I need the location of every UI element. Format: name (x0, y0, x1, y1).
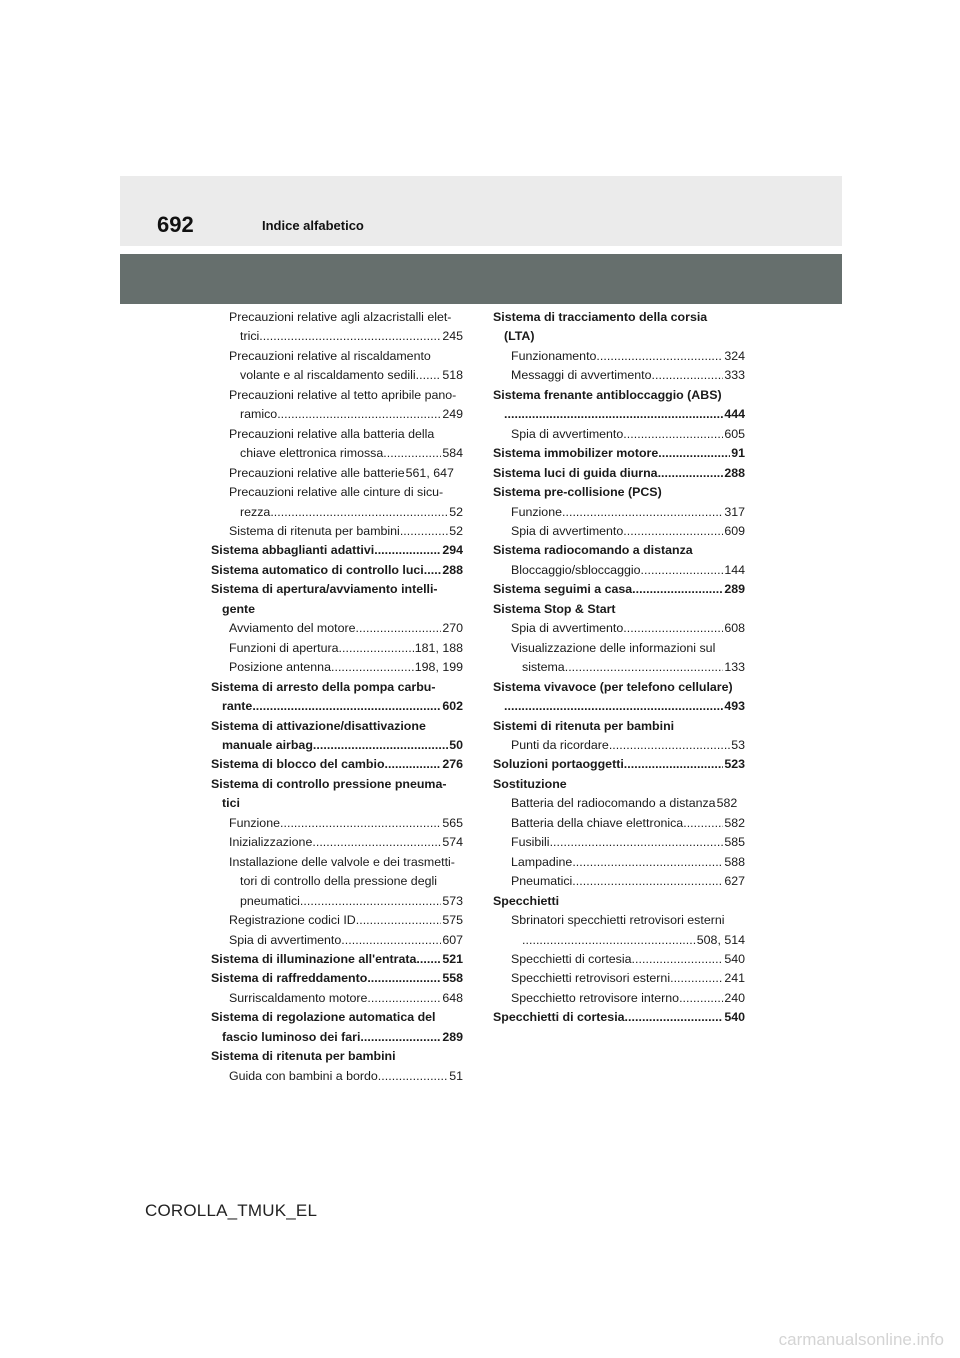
index-subentry (493, 347, 745, 366)
entry-text: Sistema di ritenuta per bambini (229, 523, 400, 538)
entry-text: Precauzioni relative alle batterie (229, 465, 405, 480)
entry-text: trici (240, 329, 260, 344)
entry-leader-row (229, 522, 463, 541)
page-reference: 585 (724, 835, 745, 850)
index-subentry (211, 931, 463, 950)
leader-dots (572, 853, 723, 872)
leader-dots (632, 950, 724, 969)
index-column-left (211, 308, 463, 1086)
index-subentry (211, 464, 463, 483)
entry-text-line: Precauzioni relative alle cinture di sicu- (229, 485, 444, 500)
page-reference: 558 (442, 971, 463, 986)
entry-text: Funzione (511, 504, 562, 519)
page-reference: 540 (724, 951, 745, 966)
leader-dots (572, 872, 723, 891)
entry-leader-row (211, 1028, 463, 1047)
entry-text-line: (LTA) (504, 329, 535, 344)
entry-leader-row (229, 1067, 463, 1086)
page-reference: 627 (724, 874, 745, 889)
index-entry (211, 678, 463, 717)
entry-leader-row (493, 697, 745, 716)
document-code: COROLLA_TMUK_EL (145, 1201, 318, 1220)
index-entry (493, 444, 745, 463)
entry-text: Sistema seguimi a casa (493, 582, 633, 597)
entry-text: chiave elettronica rimossa (240, 446, 384, 461)
entry-leader-row (511, 989, 745, 1008)
index-subentry (493, 833, 745, 852)
entry-leader-row (229, 833, 463, 852)
page-reference: 241 (724, 971, 745, 986)
entry-text-line: Sistema radiocomando a distanza (493, 543, 693, 558)
leader-dots (504, 405, 723, 424)
leader-dots (658, 464, 724, 483)
entry-leader-row (511, 736, 745, 755)
entry-text: Spia di avvertimento (511, 426, 624, 441)
entry-text: fascio luminoso dei fari (222, 1029, 361, 1044)
entry-leader-row (211, 969, 463, 988)
page-reference: 133 (724, 660, 745, 675)
page-reference: 523 (724, 757, 745, 772)
index-subentry (493, 503, 745, 522)
leader-dots (300, 892, 441, 911)
page-reference: 198, 199 (414, 660, 463, 675)
entry-leader-row (511, 522, 745, 541)
page-reference: 91 (731, 446, 745, 461)
entry-leader-row (211, 541, 463, 560)
entry-text-line: Sistema di attivazione/disattivazione (211, 718, 426, 733)
leader-dots (641, 561, 724, 580)
leader-dots (623, 522, 723, 541)
entry-text-line: Sistema di controllo pressione pneuma- (211, 776, 447, 791)
entry-leader-row (511, 794, 745, 813)
index-subentry (493, 366, 745, 385)
entry-text: Sistema luci di guida diurna (493, 465, 658, 480)
page-reference: 249 (442, 407, 463, 422)
leader-dots (679, 989, 723, 1008)
entry-text: volante e al riscaldamento sedili (240, 368, 416, 383)
leader-dots (652, 366, 724, 385)
entry-text: sistema (522, 660, 565, 675)
page-reference: 276 (442, 757, 463, 772)
page-reference: 508, 514 (696, 932, 745, 947)
page-reference: 582 (716, 796, 738, 811)
entry-leader-row (229, 405, 463, 424)
leader-dots (331, 658, 414, 677)
index-subentry (493, 853, 745, 872)
entry-text: Registrazione codici ID (229, 913, 356, 928)
leader-dots (252, 697, 441, 716)
page-reference: 561, 647 (405, 465, 454, 480)
page-reference: 288 (724, 465, 745, 480)
page-reference: 582 (724, 815, 745, 830)
entry-leader-row (511, 833, 745, 852)
leader-dots (277, 405, 441, 424)
page-reference: 602 (442, 699, 463, 714)
index-entry (211, 775, 463, 814)
page-number: 692 (157, 212, 194, 237)
entry-text: Sistema di raffreddamento (211, 971, 368, 986)
leader-dots (312, 833, 441, 852)
index-entry (493, 755, 745, 774)
entry-leader-row (229, 639, 463, 658)
entry-text: rante (222, 699, 253, 714)
index-entry (493, 386, 745, 425)
entry-text-line: Sistema di arresto della pompa carbu- (211, 679, 436, 694)
page-reference: 181, 188 (414, 640, 463, 655)
entry-text: pneumatici (240, 893, 300, 908)
entry-text-line: Precauzioni relative alla batteria della (229, 426, 435, 441)
index-entry (211, 1008, 463, 1047)
entry-leader-row (511, 347, 745, 366)
entry-leader-row (493, 464, 745, 483)
index-entry (493, 464, 745, 483)
entry-leader-row (493, 1008, 745, 1027)
entry-text-line: Sistema vivavoce (per telefono cellulare) (493, 679, 733, 694)
entry-text: Funzione (229, 815, 280, 830)
leader-dots (367, 989, 441, 1008)
index-subentry (493, 872, 745, 891)
entry-text: Surriscaldamento motore (229, 990, 368, 1005)
index-subentry (493, 561, 745, 580)
entry-text: Fusibili (511, 835, 550, 850)
page-reference: 294 (442, 543, 463, 558)
entry-leader-row (229, 444, 463, 463)
leader-dots (624, 755, 724, 774)
index-entry (493, 1008, 745, 1027)
header-band (120, 176, 842, 246)
index-subentry (493, 619, 745, 638)
page-reference: 324 (724, 348, 745, 363)
entry-leader-row (211, 561, 463, 580)
index-entry (493, 600, 745, 619)
entry-text-line: tici (222, 796, 240, 811)
entry-leader-row (229, 989, 463, 1008)
page-reference: 518 (442, 368, 463, 383)
entry-text: Pneumatici (511, 874, 573, 889)
leader-dots (683, 814, 723, 833)
leader-dots (341, 931, 441, 950)
index-entry (211, 717, 463, 756)
leader-dots (596, 347, 723, 366)
page-reference: 317 (724, 504, 745, 519)
index-subentry (211, 347, 463, 386)
index-entry (211, 1047, 463, 1066)
index-entry (211, 950, 463, 969)
entry-text: Specchietti retrovisori esterni (511, 971, 671, 986)
entry-text-line: Precauzioni relative al riscaldamento (229, 348, 431, 363)
entry-text: Sistema immobilizer motore (493, 446, 659, 461)
leader-dots (562, 503, 723, 522)
index-entry (211, 541, 463, 560)
entry-leader-row (229, 814, 463, 833)
leader-dots (356, 619, 442, 638)
entry-leader-row (511, 366, 745, 385)
leader-dots (416, 950, 441, 969)
index-subentry (211, 386, 463, 425)
page-reference: 607 (442, 932, 463, 947)
index-subentry (211, 853, 463, 911)
index-entry (493, 717, 745, 736)
index-subentry (493, 736, 745, 755)
entry-leader-row (493, 755, 745, 774)
page-reference: 52 (449, 523, 463, 538)
index-subentry (493, 950, 745, 969)
page-reference: 588 (724, 854, 745, 869)
watermark: carmanualsonline.info (778, 1330, 944, 1349)
entry-text: Specchietto retrovisore interno (511, 990, 680, 1005)
page-reference: 493 (724, 699, 745, 714)
entry-leader-row (229, 931, 463, 950)
page-reference: 333 (724, 368, 745, 383)
entry-text-line: Installazione delle valvole e dei trasmetti- (229, 854, 455, 869)
entry-text: Sistema abbaglianti adattivi (211, 543, 375, 558)
page-reference: 540 (724, 1010, 745, 1025)
index-entry (493, 775, 745, 794)
index-subentry (493, 989, 745, 1008)
page-reference: 50 (449, 737, 463, 752)
entry-leader-row (211, 736, 463, 755)
entry-text-line: Sostituzione (493, 776, 567, 791)
entry-text-line: Sistema pre-collisione (PCS) (493, 485, 662, 500)
page-reference: 288 (442, 562, 463, 577)
entry-leader-row (511, 425, 745, 444)
entry-leader-row (229, 327, 463, 346)
leader-dots (670, 969, 723, 988)
index-entry (493, 892, 745, 911)
index-subentry (211, 1067, 463, 1086)
entry-leader-row (211, 697, 463, 716)
page-reference: 605 (724, 426, 745, 441)
entry-text: Batteria del radiocomando a distanza (511, 796, 716, 811)
entry-text-line: gente (222, 601, 256, 616)
index-subentry (211, 425, 463, 464)
index-subentry (493, 425, 745, 444)
index-entry (211, 755, 463, 774)
index-subentry (493, 522, 745, 541)
entry-leader-row (229, 911, 463, 930)
leader-dots (565, 658, 724, 677)
entry-leader-row (511, 969, 745, 988)
page-reference: 573 (442, 893, 463, 908)
index-entry (211, 580, 463, 619)
page-reference: 289 (442, 1029, 463, 1044)
page-reference: 574 (442, 835, 463, 850)
page-reference: 608 (724, 621, 745, 636)
entry-text-line: Sistema di apertura/avviamento intelli- (211, 582, 438, 597)
leader-dots (313, 736, 448, 755)
leader-dots (383, 444, 441, 463)
page-reference: 609 (724, 523, 745, 538)
entry-text: Punti da ricordare (511, 737, 609, 752)
page-reference: 245 (442, 329, 463, 344)
index-subentry (211, 308, 463, 347)
entry-text: manuale airbag (222, 737, 313, 752)
entry-leader-row (229, 366, 463, 385)
entry-text: Inizializzazione (229, 835, 313, 850)
page-reference: 52 (449, 504, 463, 519)
index-entry (493, 483, 745, 502)
index-subentry (211, 483, 463, 522)
index-subentry (211, 911, 463, 930)
entry-text: ramico (240, 407, 278, 422)
leader-dots (374, 541, 441, 560)
leader-dots (339, 639, 414, 658)
entry-text: Sistema di blocco del cambio (211, 757, 385, 772)
leader-dots (623, 619, 723, 638)
entry-text: Spia di avvertimento (229, 932, 342, 947)
entry-text-line: Sistema frenante antibloccaggio (ABS) (493, 387, 722, 402)
index-entry (211, 969, 463, 988)
leader-dots (609, 736, 730, 755)
entry-text: Soluzioni portaoggetti (493, 757, 624, 772)
entry-text-line: Sbrinatori specchietti retrovisori esterni (511, 913, 725, 928)
leader-dots (522, 931, 696, 950)
entry-leader-row (229, 619, 463, 638)
entry-text: Lampadine (511, 854, 573, 869)
leader-dots (658, 444, 730, 463)
section-title: Indice alfabetico (262, 218, 364, 233)
entry-text: Posizione antenna (229, 660, 331, 675)
page-reference: 144 (724, 562, 745, 577)
entry-text: Avviamento del motore (229, 621, 356, 636)
page-reference: 648 (442, 990, 463, 1005)
entry-leader-row (493, 580, 745, 599)
leader-dots (550, 833, 724, 852)
entry-text: Funzionamento (511, 348, 597, 363)
entry-text-line: tori di controllo della pressione degli (240, 874, 437, 889)
leader-dots (632, 580, 723, 599)
index-entry (493, 308, 745, 347)
leader-dots (400, 522, 448, 541)
index-subentry (493, 911, 745, 950)
entry-leader-row (493, 444, 745, 463)
entry-leader-row (511, 931, 745, 950)
entry-leader-row (511, 950, 745, 969)
page-reference: 289 (724, 582, 745, 597)
leader-dots (385, 755, 442, 774)
entry-leader-row (511, 561, 745, 580)
page-reference: 270 (442, 621, 463, 636)
leader-dots (504, 697, 723, 716)
entry-text: Spia di avvertimento (511, 523, 624, 538)
index-subentry (211, 814, 463, 833)
entry-text-line: Sistema di ritenuta per bambini (211, 1049, 396, 1064)
header-dark-band (120, 254, 842, 304)
entry-text: Bloccaggio/sbloccaggio (511, 562, 641, 577)
index-entry (493, 580, 745, 599)
index-column-right (493, 308, 745, 1028)
index-entry (211, 561, 463, 580)
entry-leader-row (229, 464, 463, 483)
page-reference: 240 (724, 990, 745, 1005)
index-subentry (211, 989, 463, 1008)
leader-dots (270, 503, 448, 522)
entry-text-line: Visualizzazione delle informazioni sul (511, 640, 716, 655)
entry-text: Specchietti di cortesia (493, 1010, 625, 1025)
page-reference: 575 (442, 913, 463, 928)
entry-text-line: Specchietti (493, 893, 560, 908)
leader-dots (367, 969, 441, 988)
entry-text: Funzioni di apertura (229, 640, 339, 655)
entry-text: Guida con bambini a bordo (229, 1068, 378, 1083)
page-reference: 521 (442, 951, 463, 966)
entry-text-line: Sistema Stop & Start (493, 601, 616, 616)
index-subentry (211, 639, 463, 658)
entry-leader-row (229, 503, 463, 522)
entry-leader-row (511, 814, 745, 833)
leader-dots (416, 366, 442, 385)
leader-dots (280, 814, 441, 833)
page-reference: 565 (442, 815, 463, 830)
entry-text-line: Precauzioni relative al tetto apribile pano- (229, 387, 457, 402)
leader-dots (360, 1028, 441, 1047)
index-subentry (493, 639, 745, 678)
entry-text: Batteria della chiave elettronica (511, 815, 684, 830)
leader-dots (625, 1008, 724, 1027)
entry-leader-row (211, 950, 463, 969)
entry-leader-row (211, 755, 463, 774)
entry-text-line: Sistema di regolazione automatica del (211, 1010, 436, 1025)
index-entry (493, 678, 745, 717)
page-reference: 51 (449, 1068, 463, 1083)
page-reference: 53 (731, 737, 745, 752)
entry-text-line: Precauzioni relative agli alzacristalli elet- (229, 310, 452, 324)
entry-text: Spia di avvertimento (511, 621, 624, 636)
entry-leader-row (229, 658, 463, 677)
index-subentry (493, 794, 745, 813)
entry-leader-row (511, 619, 745, 638)
leader-dots (259, 327, 441, 346)
entry-leader-row (511, 872, 745, 891)
entry-text: Sistema di illuminazione all'entrata (211, 951, 417, 966)
index-subentry (211, 658, 463, 677)
entry-text-line: Sistemi di ritenuta per bambini (493, 718, 675, 733)
leader-dots (623, 425, 723, 444)
leader-dots (424, 561, 442, 580)
leader-dots (378, 1067, 448, 1086)
entry-text: rezza (240, 504, 271, 519)
index-subentry (211, 522, 463, 541)
entry-text-line: Sistema di tracciamento della corsia (493, 310, 708, 324)
entry-leader-row (511, 503, 745, 522)
entry-leader-row (511, 853, 745, 872)
entry-leader-row (511, 658, 745, 677)
entry-leader-row (493, 405, 745, 424)
index-subentry (211, 833, 463, 852)
entry-leader-row (229, 892, 463, 911)
entry-text: Messaggi di avvertimento (511, 368, 652, 383)
entry-text: Sistema automatico di controllo luci (211, 562, 424, 577)
page-reference: 584 (442, 446, 463, 461)
leader-dots (356, 911, 442, 930)
index-subentry (211, 619, 463, 638)
entry-text: Specchietti di cortesia (511, 951, 632, 966)
index-subentry (493, 814, 745, 833)
index-entry (493, 541, 745, 560)
page-reference: 444 (724, 407, 745, 422)
index-subentry (493, 969, 745, 988)
